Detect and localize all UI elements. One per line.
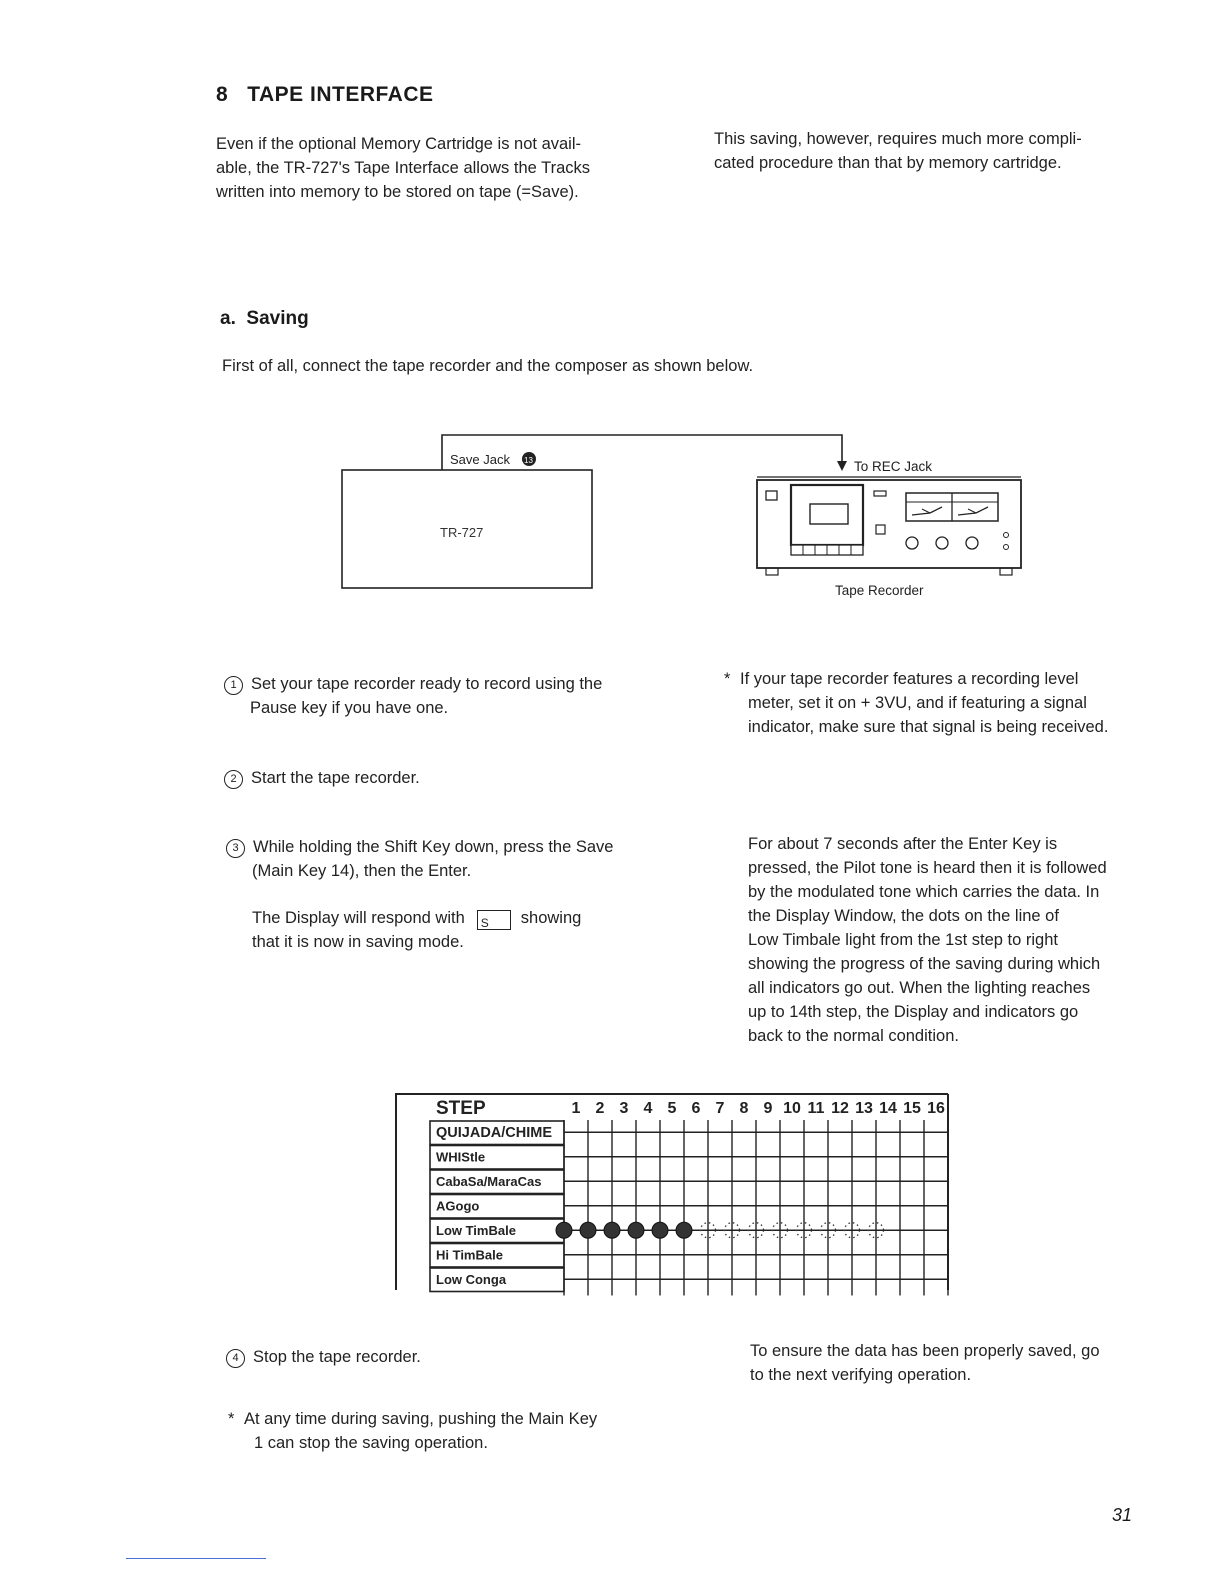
subsection-title: Saving (246, 308, 309, 329)
cassette-window (810, 504, 848, 524)
pilot-line: Low Timbale light from the 1st step to right (748, 931, 1058, 949)
intro-left (216, 132, 656, 204)
step-number-label: 13 (855, 1100, 873, 1117)
subsection-heading (220, 308, 309, 330)
step-line: (Main Key 14), then the Enter. (252, 862, 472, 880)
step-line: While holding the Shift Key down, press the Save (253, 838, 614, 856)
step-line: Stop the tape recorder. (253, 1348, 421, 1366)
tape-recorder-label: Tape Recorder (835, 583, 924, 598)
asterisk: * (228, 1410, 235, 1428)
step-number: 4 (226, 1349, 245, 1368)
connect-text: First of all, connect the tape recorder and the composer as shown below. (222, 357, 754, 375)
note-stop (228, 1407, 668, 1455)
connection-diagram (330, 425, 1050, 605)
lit-dot (556, 1222, 572, 1238)
step-3 (226, 835, 666, 883)
row-label: Hi TimBale (436, 1247, 503, 1263)
lit-dot (628, 1222, 644, 1238)
step-line: Set your tape recorder ready to record using the (251, 675, 603, 693)
asterisk: * (724, 670, 731, 688)
row-label: Low TimBale (436, 1223, 516, 1238)
intro-left-line: written into memory to be stored on tape (=Save). (216, 183, 579, 201)
pilot-line: by the modulated tone which carries the data. In (748, 883, 1100, 901)
step-number-label: 7 (715, 1100, 725, 1117)
section-title-text: TAPE INTERFACE (247, 83, 434, 106)
pilot-line: back to the normal condition. (748, 1027, 959, 1045)
display-response (252, 906, 672, 954)
step-4 (226, 1345, 421, 1369)
jack-number: 13 (524, 456, 533, 465)
step-table (390, 1088, 960, 1298)
section-number: 8 (216, 83, 229, 106)
pilot-line: showing the progress of the saving during which (748, 955, 1101, 973)
pilot-line: up to 14th step, the Display and indicators go (748, 1003, 1079, 1021)
note-level (724, 667, 1144, 739)
lit-dot (652, 1222, 668, 1238)
intro-right-line: This saving, however, requires much more compli- (714, 130, 1082, 148)
step-number-label: 3 (619, 1100, 629, 1117)
display-glyph-icon: S (477, 910, 511, 930)
step-header: STEP (436, 1098, 486, 1119)
row-label: CabaSa/MaraCas (436, 1174, 542, 1189)
step-number-label: 16 (927, 1100, 945, 1117)
step-2 (224, 766, 420, 790)
verify-line: To ensure the data has been properly saved, go (750, 1342, 1100, 1360)
step-number-label: 2 (595, 1100, 605, 1117)
subsection-letter: a. (220, 308, 236, 329)
pilot-line: the Display Window, the dots on the line of (748, 907, 1059, 925)
lit-dot (676, 1222, 692, 1238)
arrow-icon (837, 461, 847, 471)
cassette-door (791, 485, 863, 545)
rec-jack-label: To REC Jack (854, 459, 933, 474)
step-number: 3 (226, 839, 245, 858)
footer-rule (126, 1558, 266, 1559)
step-number-label: 5 (667, 1100, 677, 1117)
pilot-line: pressed, the Pilot tone is heard then it is followed (748, 859, 1107, 877)
pilot-line: all indicators go out. When the lighting reaches (748, 979, 1091, 997)
section-title (216, 83, 434, 107)
step-number: 2 (224, 770, 243, 789)
step-line: Start the tape recorder. (251, 769, 420, 787)
knob (936, 537, 948, 549)
note-line: If your tape recorder features a recording level (740, 670, 1079, 688)
display-text: that it is now in saving mode. (252, 933, 464, 951)
knob (966, 537, 978, 549)
note-line: indicator, make sure that signal is being received. (748, 718, 1109, 736)
page-number: 31 (1112, 1505, 1133, 1525)
foot (766, 568, 778, 575)
row-label: QUIJADA/CHIME (436, 1125, 553, 1141)
verify-text (750, 1339, 1150, 1387)
step-number-label: 12 (831, 1100, 849, 1117)
step-number-label: 15 (903, 1100, 921, 1117)
lit-dot (604, 1222, 620, 1238)
row-label: Low Conga (436, 1272, 507, 1287)
intro-left-line: Even if the optional Memory Cartridge is not avail- (216, 135, 581, 153)
step-number-label: 10 (783, 1100, 801, 1117)
note-line: At any time during saving, pushing the Main Key (244, 1410, 598, 1428)
knob (906, 537, 918, 549)
intro-right (714, 127, 1154, 175)
note-line: 1 can stop the saving operation. (254, 1434, 488, 1452)
step-number-label: 6 (691, 1100, 701, 1117)
intro-left-line: able, the TR-727's Tape Interface allows the Tracks (216, 159, 590, 177)
pilot-text (748, 832, 1148, 1048)
row-label: AGogo (436, 1198, 480, 1214)
step-number-label: 8 (739, 1100, 749, 1117)
foot (1000, 568, 1012, 575)
step-line: Pause key if you have one. (250, 699, 449, 717)
power-indicator (766, 491, 777, 500)
row-label: WHIStle (436, 1149, 486, 1165)
step-number-label: 4 (643, 1100, 653, 1117)
display-text: The Display will respond with (252, 909, 465, 927)
step-number: 1 (224, 676, 243, 695)
note-line: meter, set it on + 3VU, and if featuring a signal (748, 694, 1087, 712)
step-number-label: 9 (763, 1100, 773, 1117)
step-number-label: 1 (571, 1100, 581, 1117)
save-jack-label: Save Jack (450, 452, 510, 467)
step-number-label: 11 (807, 1100, 825, 1117)
pilot-line: For about 7 seconds after the Enter Key is (748, 835, 1058, 853)
intro-right-line: cated procedure than that by memory cartridge. (714, 154, 1062, 172)
tr727-label: TR-727 (440, 525, 484, 540)
verify-line: to the next verifying operation. (750, 1366, 972, 1384)
step-1 (224, 672, 664, 720)
lit-dot (580, 1222, 596, 1238)
display-text: showing (520, 909, 582, 927)
step-number-label: 14 (879, 1100, 897, 1117)
